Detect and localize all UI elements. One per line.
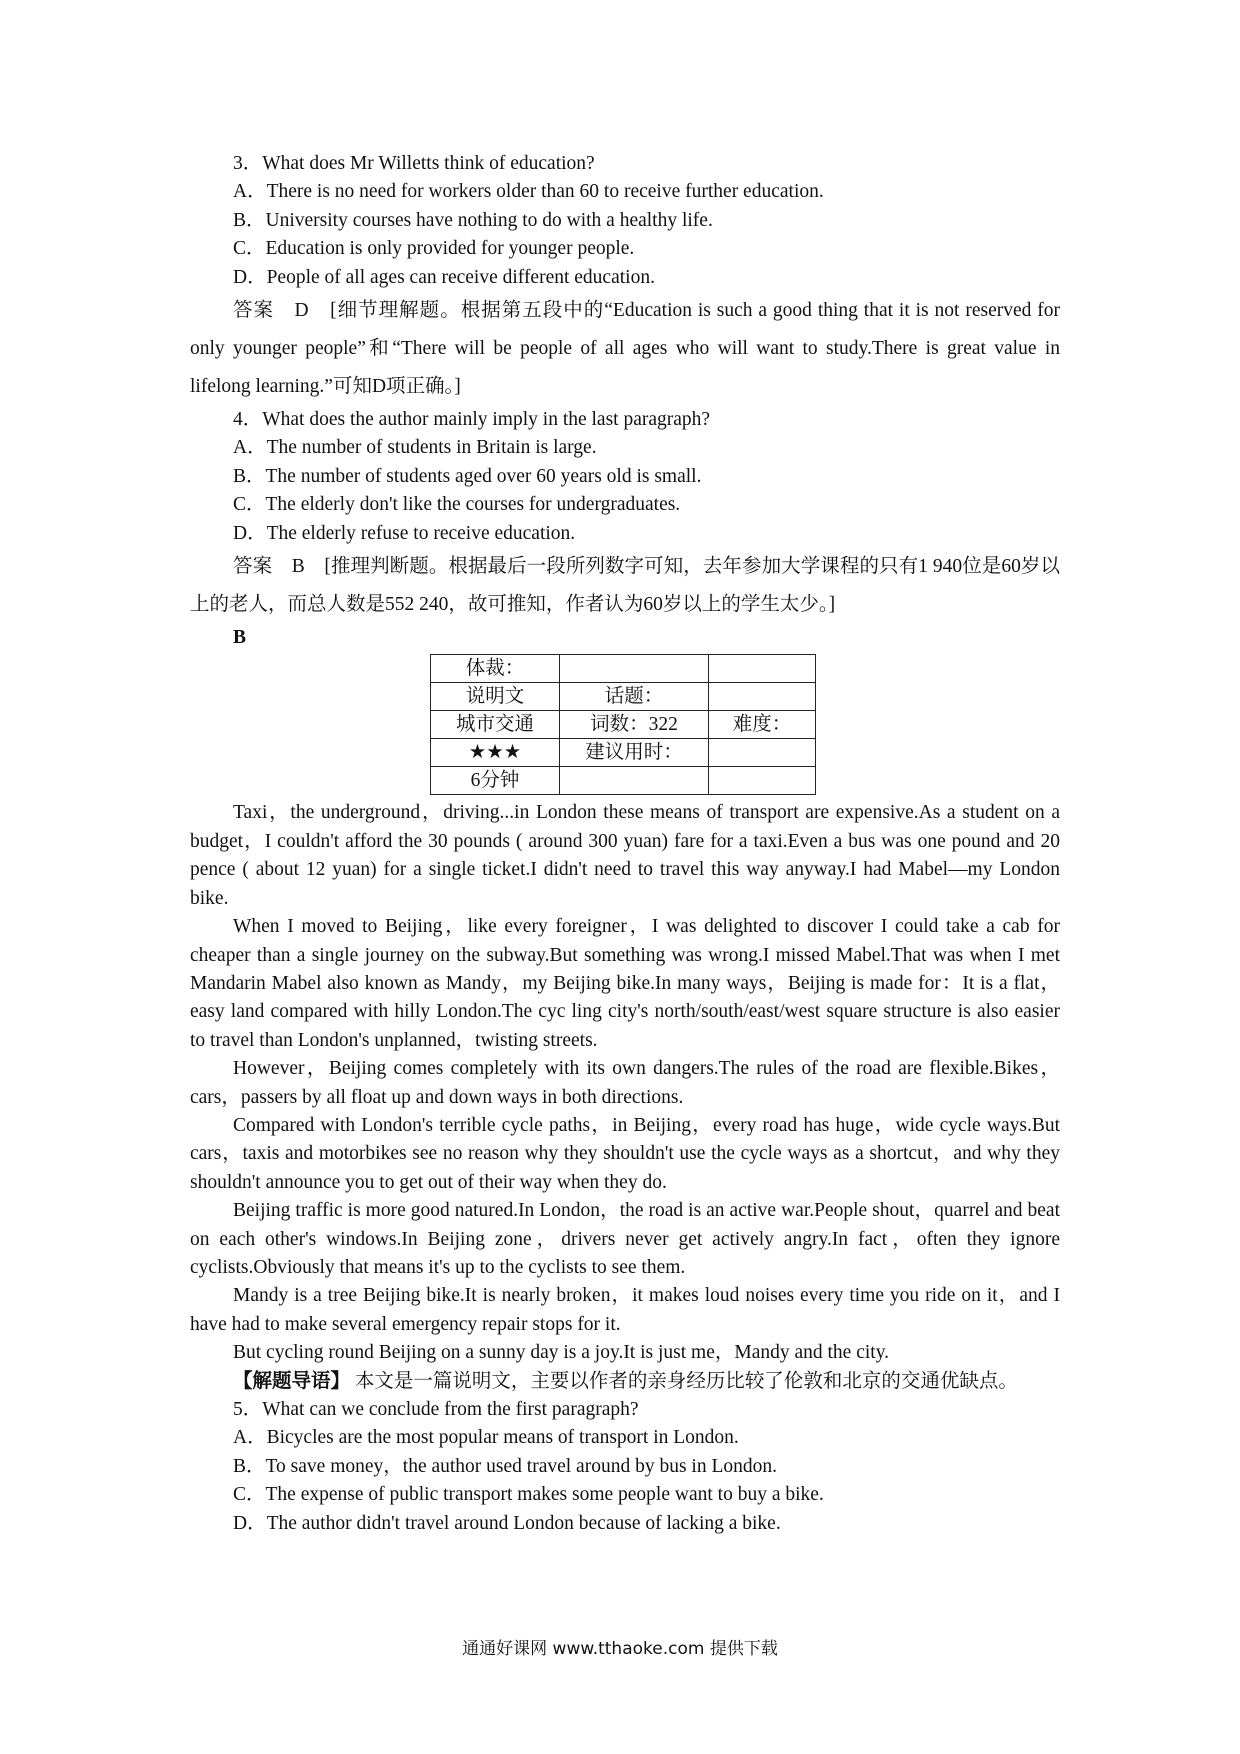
question-3-answer: 答案 D [细节理解题。根据第五段中的“Education is such a good thing that it is not reserved for only younger people”和“There will be people of all ages who will want to study.There is great value in lifelong learning.”可知D项正确。] (190, 300, 1060, 398)
table-cell (709, 767, 816, 795)
passage-paragraph-6: Mandy is a tree Beijing bike.It is nearly broken，it makes loud noises every time you ride on it，and I have had to make several emergency repair stops for it. (190, 1285, 1060, 1335)
passage-paragraph-4: Compared with London's terrible cycle paths，in Beijing，every road has huge，wide cycle ways.But cars，taxis and motorbikes see no reason why they shouldn't use the cycle ways as a shortcut，and why they shouldn't announce you to get out of their way when they do. (190, 1114, 1060, 1193)
question-4-option-b: B．The number of students aged over 60 years old is small. (233, 465, 702, 487)
question-5-option-d: D．The author didn't travel around London because of lacking a bike. (233, 1512, 781, 1534)
question-4-answer: 答案 B [推理判断题。根据最后一段所列数字可知，去年参加大学课程的只有1 940位是60岁以上的老人，而总人数是552 240，故可推知，作者认为60岁以上的学生太少。] (190, 556, 1060, 616)
table-cell (709, 655, 816, 683)
table-row (431, 739, 816, 767)
passage-info-table (430, 654, 816, 795)
table-cell: 城市交通 (431, 711, 560, 739)
table-cell (709, 739, 816, 767)
question-5-option-a: A．Bicycles are the most popular means of transport in London. (233, 1427, 739, 1449)
section-b-label: B (233, 627, 247, 649)
table-cell: 难度： (709, 711, 816, 739)
guide-label: 【解题导语】 (233, 1370, 351, 1392)
table-cell: 6分钟 (431, 767, 560, 795)
page-content (190, 150, 1060, 1538)
question-3-option-a: A．There is no need for workers older than 60 to receive further education. (233, 181, 824, 203)
table-cell: 词数：322 (560, 711, 709, 739)
guide-paragraph (190, 1368, 1060, 1396)
table-cell (560, 767, 709, 795)
passage-paragraph-3: However，Beijing comes completely with its own dangers.The rules of the road are flexible.Bikes，cars，passers by all float up and down ways in both directions. (190, 1058, 1060, 1108)
table-row (431, 767, 816, 795)
question-5-stem: 5．What can we conclude from the first paragraph? (233, 1399, 639, 1420)
table-cell: 建议用时： (560, 739, 709, 767)
question-3-option-b: B．University courses have nothing to do with a healthy life. (233, 209, 713, 231)
table-cell (560, 655, 709, 683)
table-row (431, 711, 816, 739)
table-row (431, 655, 816, 683)
question-4-option-c: C．The elderly don't like the courses for undergraduates. (233, 494, 681, 516)
table-row (431, 683, 816, 711)
table-cell: ★★★ (431, 739, 560, 767)
table-cell (709, 683, 816, 711)
question-5-option-c: C．The expense of public transport makes some people want to buy a bike. (233, 1484, 824, 1506)
passage-paragraph-5: Beijing traffic is more good natured.In London，the road is an active war.People shout，quarrel and beat on each other's windows.In Beijing zone，drivers never get actively angry.In fact，often they ignore cyclists.Obviously that means it's up to the cyclists to see them. (190, 1200, 1060, 1278)
passage-paragraph-1: Taxi，the underground，driving...in London these means of transport are expensive.As a student on a budget，I couldn't afford the 30 pounds ( around 300 yuan) fare for a taxi.Even a bus was one pound and 20 pence ( about 12 yuan) for a single ticket.I didn't need to travel this way anyway.I had Mabel—my London bike. (190, 802, 1060, 909)
question-4-option-d: D．The elderly refuse to receive education. (233, 522, 576, 544)
question-3-option-c: C．Education is only provided for younger people. (233, 238, 635, 260)
question-3-option-d: D．People of all ages can receive different education. (233, 266, 655, 288)
passage-paragraph-7: But cycling round Beijing on a sunny day is a joy.It is just me，Mandy and the city. (233, 1342, 890, 1364)
footer-text: 通通好课网 www.tthaoke.com 提供下载 (462, 1639, 778, 1659)
guide-text: 本文是一篇说明文，主要以作者的亲身经历比较了伦敦和北京的交通优缺点。 (354, 1370, 1018, 1392)
table-cell: 话题： (560, 683, 709, 711)
question-4-stem: 4．What does the author mainly imply in the last paragraph? (233, 409, 711, 431)
question-4-option-a: A．The number of students in Britain is large. (233, 437, 597, 459)
table-cell: 体裁： (431, 655, 560, 683)
passage-paragraph-2: When I moved to Beijing，like every foreigner，I was delighted to discover I could take a cab for cheaper than a single journey on the subway.But something was wrong.I missed Mabel.That was when I met Mandarin Mabel also known as Mandy，my Beijing bike.In many ways，Beijing is made for：It is a flat，easy land compared with hilly London.The cyc ling city's north/south/east/west square structure is also easier to travel than London's unplanned，twisting streets. (190, 916, 1060, 1051)
question-3-stem: 3．What does Mr Willetts think of education? (233, 153, 595, 174)
question-5-option-b: B．To save money，the author used travel around by bus in London. (233, 1455, 777, 1477)
table-cell: 说明文 (431, 683, 560, 711)
